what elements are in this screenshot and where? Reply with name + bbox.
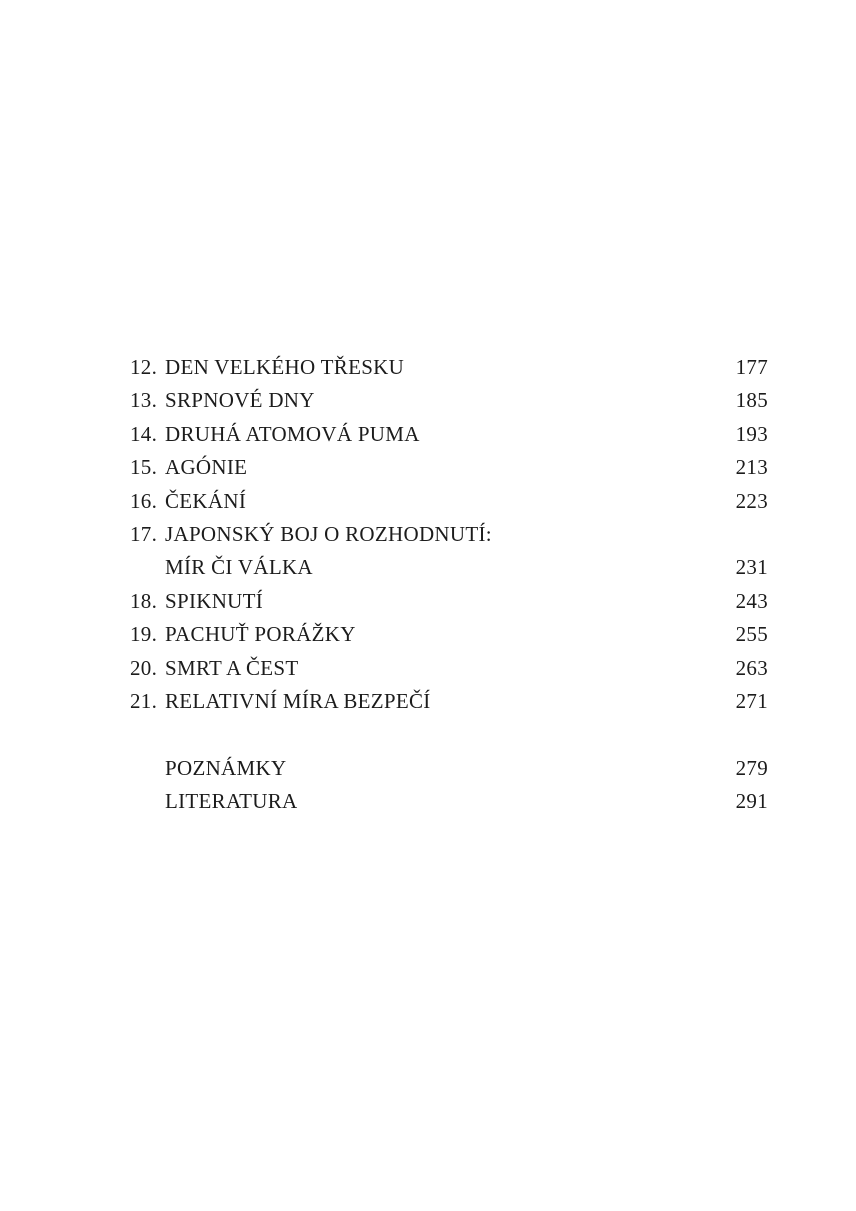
page-number: 185 [735, 388, 768, 413]
toc-entry-16 [130, 485, 768, 518]
page-number: 263 [735, 655, 768, 680]
toc-entry-20 [130, 652, 768, 685]
table-of-contents [130, 351, 768, 818]
toc-entry-12 [130, 351, 768, 384]
chapter-title: PACHUŤ PORÁŽKY [165, 622, 356, 647]
chapter-title: SMRT A ČEST [165, 655, 299, 680]
chapter-title: ČEKÁNÍ [165, 488, 247, 513]
toc-entry-15 [130, 451, 768, 484]
page-number: 231 [735, 555, 768, 580]
chapter-title: DEN VELKÉHO TŘESKU [165, 355, 405, 379]
back-matter-title: LITERATURA [165, 789, 298, 814]
back-matter-title: POZNÁMKY [165, 755, 287, 780]
toc-entry-14 [130, 418, 768, 451]
chapter-title: AGÓNIE [165, 455, 248, 480]
page-number: 223 [735, 488, 768, 513]
chapter-number: 21. [130, 688, 158, 713]
chapter-number: 13. [130, 388, 158, 413]
toc-entry-notes [130, 752, 768, 785]
page-number: 213 [735, 455, 768, 480]
page-number: 255 [735, 622, 768, 647]
toc-entry-21 [130, 685, 768, 718]
chapter-title: MÍR ČI VÁLKA [165, 555, 313, 580]
chapter-number: 16. [130, 488, 158, 513]
chapter-title: SRPNOVÉ DNY [165, 388, 315, 413]
page-number: 271 [735, 688, 768, 713]
page-number: 279 [735, 755, 768, 780]
chapter-number: 20. [130, 655, 158, 680]
toc-entry-13 [130, 384, 768, 417]
chapter-title: SPIKNUTÍ [165, 588, 264, 613]
page-number: 193 [735, 421, 768, 446]
chapter-number: 12. [130, 355, 158, 379]
toc-entry-17-continued [130, 551, 768, 584]
chapter-number: 15. [130, 455, 158, 480]
toc-entry-literature [130, 785, 768, 818]
chapter-title: DRUHÁ ATOMOVÁ PUMA [165, 421, 420, 446]
page-number: 243 [735, 588, 768, 613]
chapter-number: 17. [130, 521, 158, 546]
toc-entry-17 [130, 518, 768, 551]
chapter-number: 19. [130, 622, 158, 647]
section-spacer [130, 718, 768, 751]
chapter-title: JAPONSKÝ BOJ O ROZHODNUTÍ: [165, 521, 492, 546]
toc-entry-18 [130, 585, 768, 618]
page-number: 177 [735, 355, 768, 379]
page-number: 291 [735, 789, 768, 814]
toc-entry-19 [130, 618, 768, 651]
chapter-number: 18. [130, 588, 158, 613]
chapter-number: 14. [130, 421, 158, 446]
chapter-title: RELATIVNÍ MÍRA BEZPEČÍ [165, 688, 431, 713]
